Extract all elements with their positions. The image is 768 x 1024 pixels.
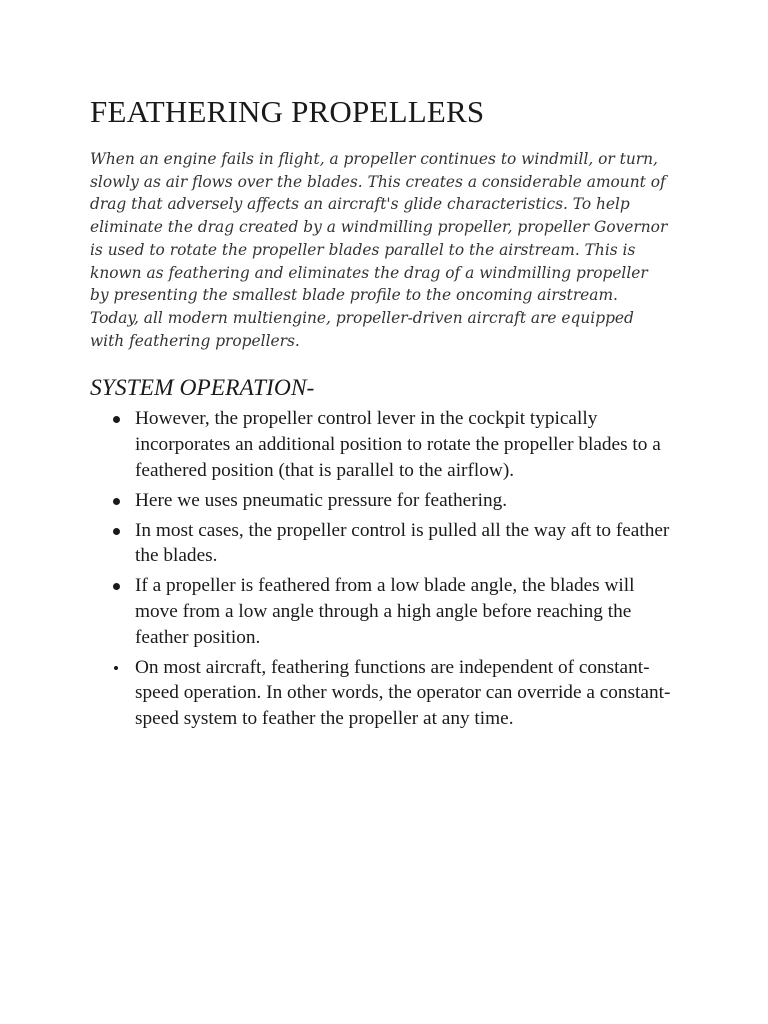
bullet-icon: [113, 498, 120, 505]
list-item: [90, 573, 680, 650]
list-item: [90, 655, 680, 732]
bullet-icon: [113, 416, 120, 423]
section-heading: SYSTEM OPERATION-: [90, 375, 315, 402]
bullet-list: [90, 406, 680, 732]
bullet-icon: [113, 528, 120, 535]
list-item-text: In most cases, the propeller control is pulled all the way aft to feather the blades.: [135, 519, 670, 567]
list-item: [90, 518, 680, 570]
list-item-text: Here we uses pneumatic pressure for feathering.: [135, 489, 508, 511]
page-title: FEATHERING PROPELLERS: [90, 94, 485, 129]
list-item-text: On most aircraft, feathering functions are independent of constant-speed operation. In other words, the operator can override a constant-speed system to feather the propeller at any time.: [135, 656, 671, 730]
document-content: [90, 92, 690, 736]
list-item-text: However, the propeller control lever in the cockpit typically incorporates an additional position to rotate the propeller blades to a feathered position (that is parallel to the airflow).: [135, 408, 661, 481]
list-item: [90, 406, 680, 483]
list-item-text: If a propeller is feathered from a low blade angle, the blades will move from a low angle through a high angle before reaching the feather position.: [135, 575, 635, 648]
bullet-icon: [113, 583, 120, 590]
intro-paragraph: When an engine fails in flight, a propeller continues to windmill, or turn, slowly as air flows over the blades. This creates a considerable amount of drag that adversely affects an aircraft's glide characteristics. To help eliminate the drag created by a windmilling propeller, propeller Governor is used to rotate the propeller blades parallel to the airstream. This is known as feathering and eliminates the drag of a windmilling propeller by presenting the smallest blade profile to the oncoming airstream. Today, all modern multiengine, propeller-driven aircraft are equipped with feathering propellers.: [90, 150, 668, 350]
list-item: [90, 488, 680, 514]
bullet-icon: [114, 666, 118, 670]
